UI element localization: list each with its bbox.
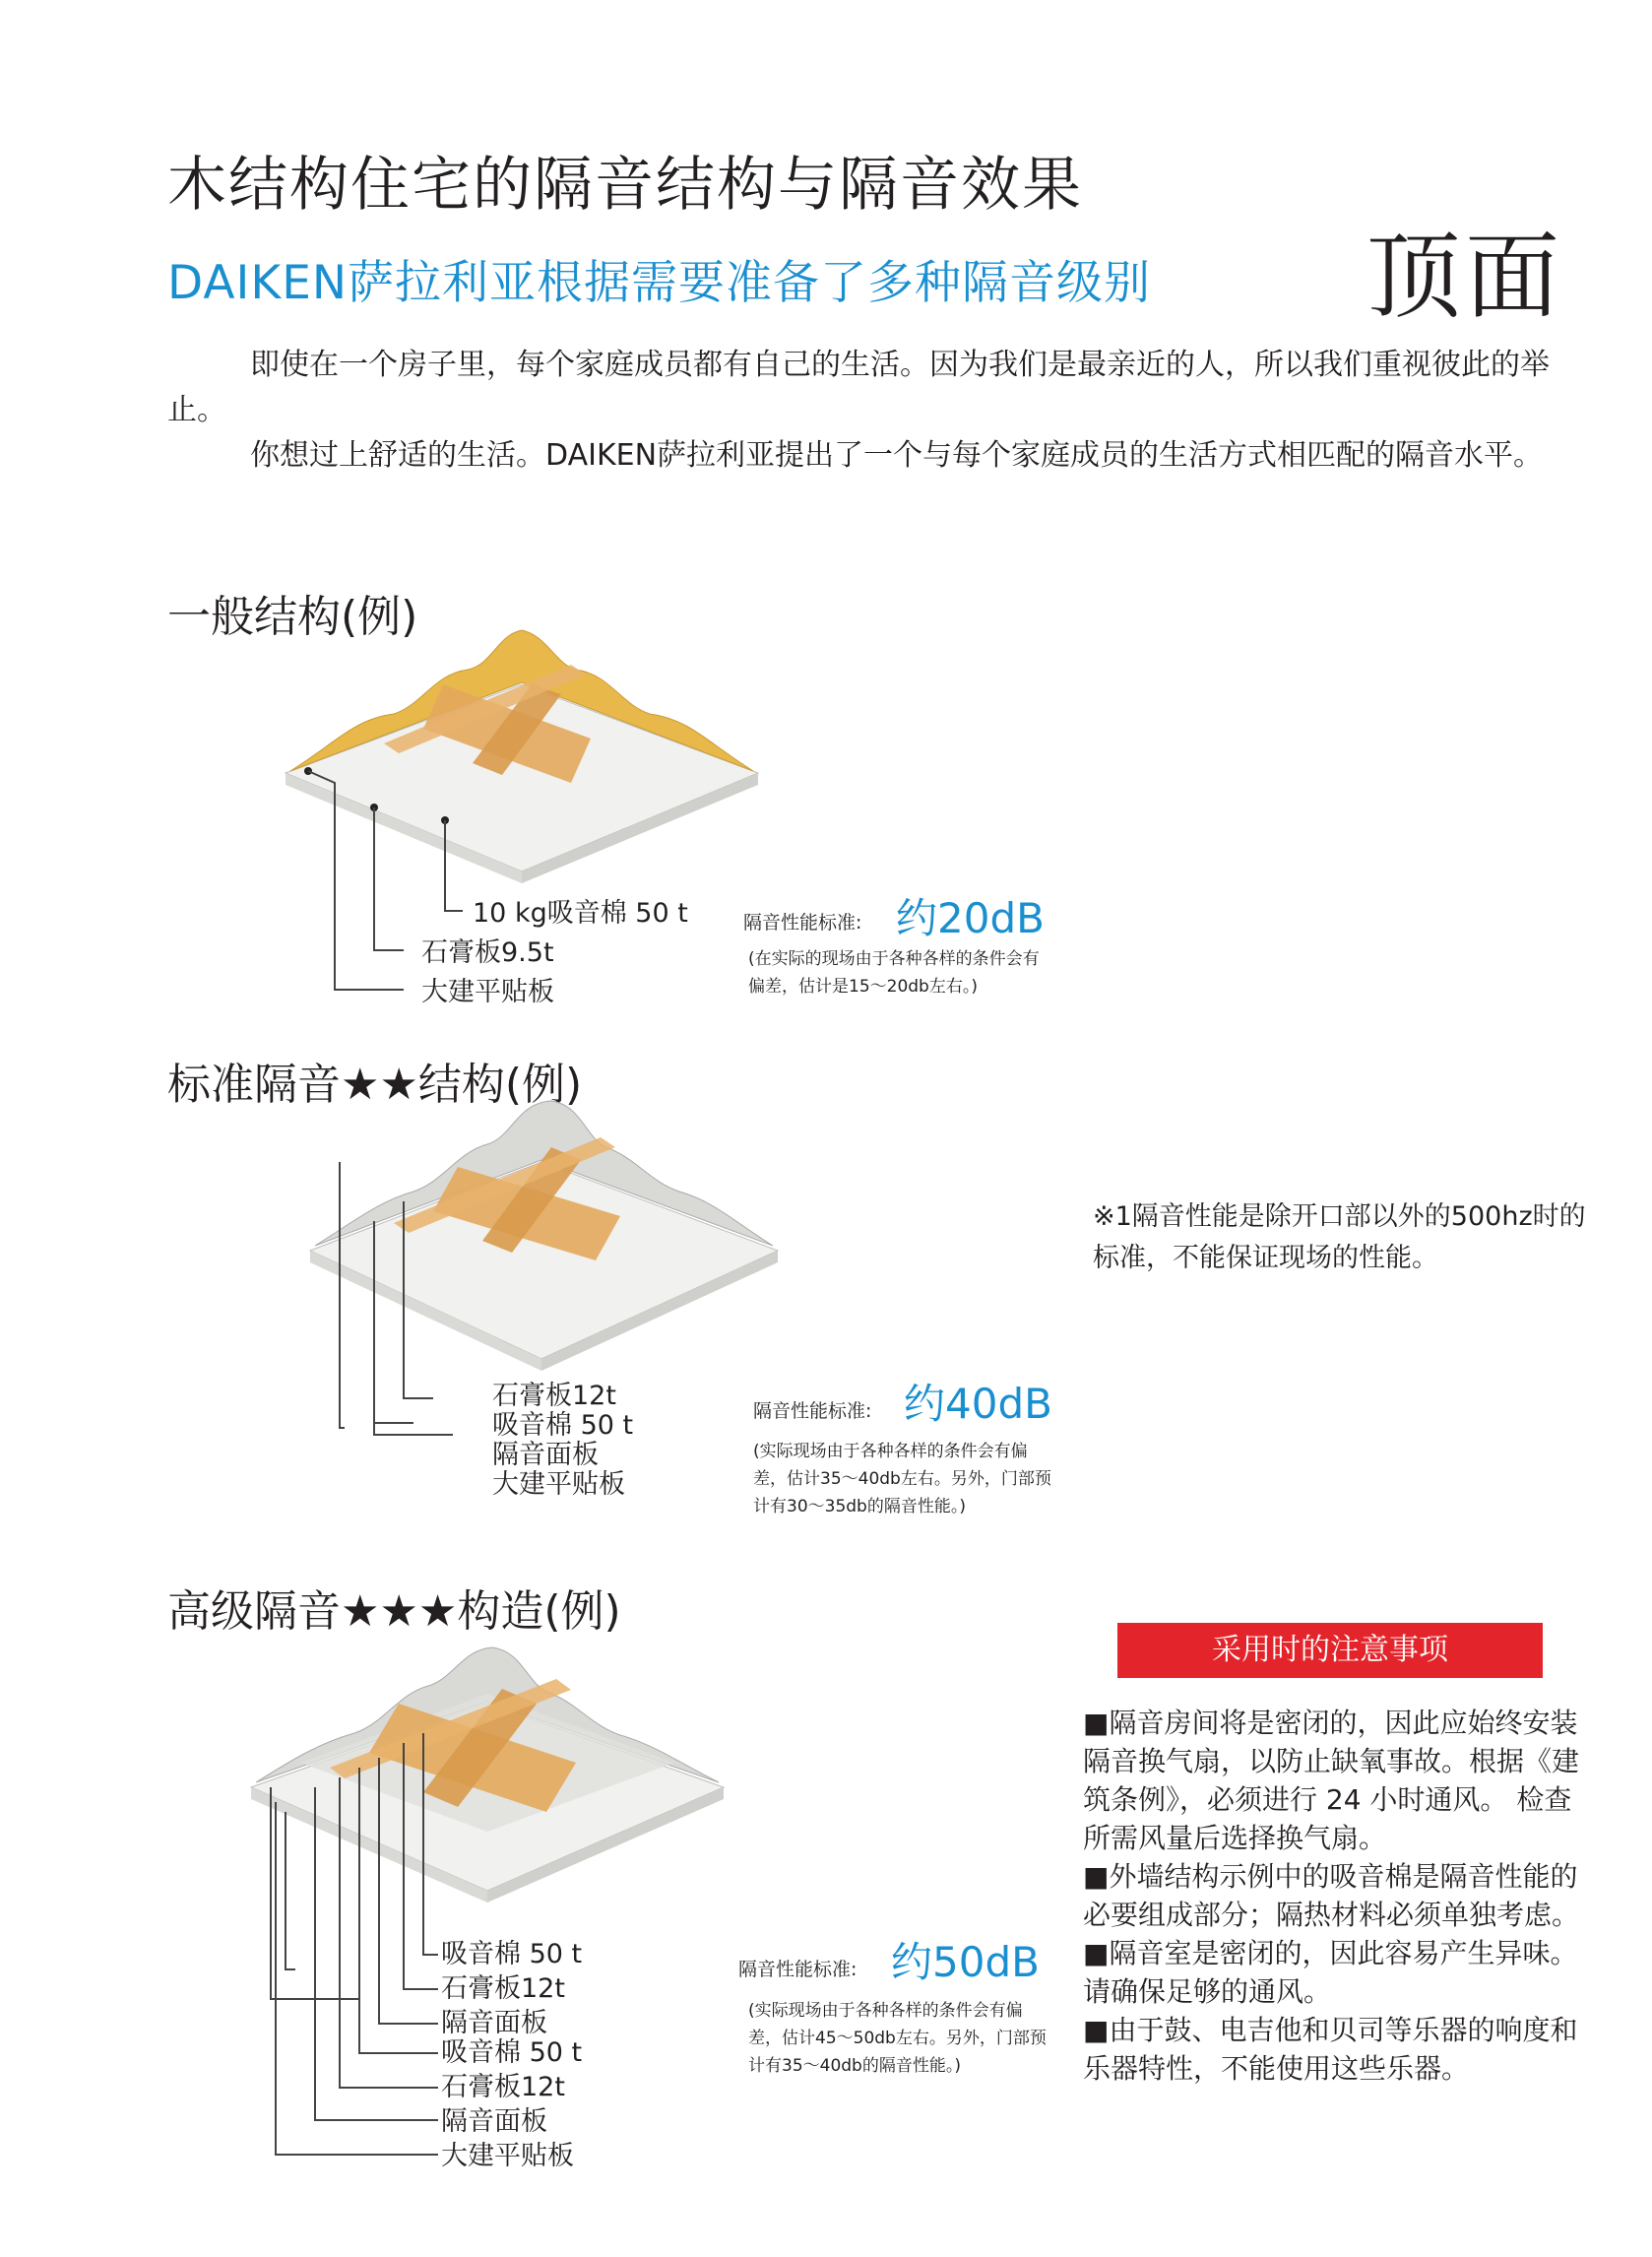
- page-title: 木结构住宅的隔音结构与隔音效果: [167, 151, 1083, 220]
- label-gypsum-board-12: 石膏板12t: [492, 1381, 616, 1411]
- label-absorbent-wool-1: 吸音棉 50 t: [441, 1939, 583, 1969]
- intro-text: [167, 343, 1565, 479]
- perf-note: (实际现场由于各种各样的条件会有偏差，估计45～50db左右。另外，门部预计有35～40db的隔音性能。): [748, 2001, 1047, 2076]
- side-note: ※1隔音性能是除开口部以外的500hz时的标准，不能保证现场的性能。: [1093, 1201, 1586, 1273]
- label-absorbent-wool-2: 吸音棉 50 t: [441, 2037, 583, 2068]
- leader-line: [404, 1743, 438, 1989]
- label-daiken-flat-board: 大建平贴板: [492, 1469, 625, 1500]
- label-gypsum-board-2: 石膏板12t: [441, 2072, 565, 2102]
- label-gypsum-board: 石膏板9.5t: [421, 937, 554, 968]
- perf-label: 隔音性能标准:: [738, 1959, 858, 1980]
- label-soundproof-panel-1: 隔音面板: [441, 2008, 547, 2038]
- label-daiken-flat-board: 大建平贴板: [441, 2141, 574, 2171]
- notice-item: ■由于鼓、电吉他和贝司等乐器的响度和乐器特性，不能使用这些乐器。: [1083, 2014, 1578, 2085]
- intro-paragraph-1: 即使在一个房子里，每个家庭成员都有自己的生活。因为我们是最亲近的人，所以我们重视彼此的举止。: [167, 348, 1550, 427]
- section-heading-premium: 高级隔音★★★构造(例): [167, 1586, 621, 1637]
- page-subtitle: DAIKEN萨拉利亚根据需要准备了多种隔音级别: [167, 256, 1152, 310]
- leader-line: [359, 1768, 438, 2053]
- premium-leader-lines: [266, 1713, 443, 2157]
- leader-line: [340, 1162, 345, 1428]
- perf-label: 隔音性能标准:: [753, 1400, 872, 1422]
- leader-line: [379, 1758, 438, 2024]
- perf-value: 约20dB: [896, 894, 1045, 942]
- notice-list: [1083, 1704, 1585, 2088]
- label-daiken-flat-board: 大建平贴板: [421, 977, 554, 1007]
- section-heading-general: 一般结构(例): [167, 592, 418, 642]
- perf-note: (在实际的现场由于各种各样的条件会有偏差，估计是15～20db左右。): [748, 949, 1040, 997]
- notice-item: ■外墙结构示例中的吸音棉是隔音性能的必要组成部分；隔热材料必须单独考虑。: [1083, 1860, 1580, 1931]
- perf-value: 约40dB: [904, 1380, 1052, 1428]
- label-absorbent-wool: 吸音棉 50 t: [492, 1410, 634, 1441]
- perf-label: 隔音性能标准:: [743, 912, 862, 934]
- notice-item: ■隔音室是密闭的，因此容易产生异味。 请确保足够的通风。: [1083, 1937, 1578, 2008]
- category-heading: 顶面: [1366, 222, 1563, 332]
- notice-title-bar: 采用时的注意事项: [1117, 1623, 1543, 1678]
- perf-value: 约50dB: [891, 1938, 1040, 1986]
- label-soundproof-panel: 隔音面板: [492, 1440, 599, 1470]
- intro-paragraph-2: 你想过上舒适的生活。DAIKEN萨拉利亚提出了一个与每个家庭成员的生活方式相匹配的隔音水平。: [250, 438, 1544, 473]
- section-heading-standard: 标准隔音★★结构(例): [167, 1060, 583, 1110]
- label-soundproof-panel-2: 隔音面板: [441, 2106, 547, 2137]
- leader-line: [276, 1802, 438, 2155]
- notice-item: ■隔音房间将是密闭的，因此应始终安装隔音换气扇，以防止缺氧事故。根据《建筑条例》，必须进行 24 小时通风。 检查所需风量后选择换气扇。: [1083, 1707, 1580, 1854]
- leader-line: [423, 1733, 438, 1955]
- perf-note: (实际现场由于各种各样的条件会有偏差，估计35～40db左右。另外，门部预计有30～35db的隔音性能。): [753, 1442, 1051, 1516]
- label-absorbent-wool: 10 kg吸音棉 50 t: [473, 898, 688, 929]
- leader-line: [315, 1787, 438, 2120]
- label-gypsum-board-1: 石膏板12t: [441, 1973, 565, 2004]
